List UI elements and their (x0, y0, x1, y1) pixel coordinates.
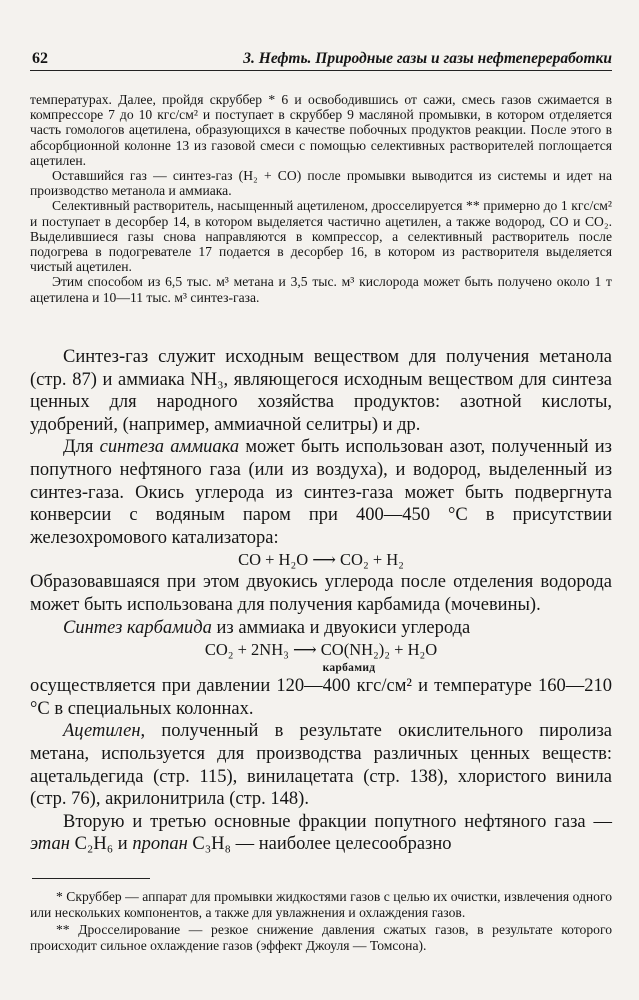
italic-term: Ацетилен (63, 721, 141, 742)
italic-term: этан (30, 834, 70, 855)
footnotes (30, 878, 612, 955)
running-header (30, 50, 612, 71)
paragraph (30, 436, 612, 549)
small-print-section (30, 92, 612, 305)
main-text (30, 346, 612, 856)
text-run: из аммиака и двуокиси углерода (211, 617, 471, 638)
paragraph (30, 720, 612, 810)
text-run: Для (63, 437, 100, 458)
italic-term: пропан (132, 834, 188, 855)
text-run: , полученный в результате окислительного пиролиза метана, используется для производства различных ценных веществ: ацетальдегида (стр. 115), винилацетата (стр. 138), хлористого винила (стр. 76), акрилонитрила (стр. 148). (30, 721, 612, 810)
equation-label: карбамид (322, 662, 376, 675)
text-run: C₃H₈ — наиболее целесообразно (187, 834, 452, 855)
text-run: Вторую и третью основные фракции попутного нефтяного газа — (63, 811, 612, 832)
equation-co-conversion: CO + H₂O ⟶ CO₂ + H₂ (238, 550, 404, 570)
chapter-title: 3. Нефть. Природные газы и газы нефтепереработки (243, 50, 612, 67)
paragraph: Оставшийся газ — синтез-газ (H₂ + CO) после промывки выводится из системы и идет на производство метанола и аммиака. (30, 168, 612, 199)
footnote: * Скруббер — аппарат для промывки жидкостями газов с целью их очистки, извлечения одного или нескольких компонентов, а также для увлажнения и охлаждения газов. (30, 889, 612, 920)
paragraph: Селективный растворитель, насыщенный ацетиленом, дросселируется ** примерно до 1 кгс/см² и поступает в десорбер 14, в котором выделяется частично ацетилен, а также водород, CO и CO₂. Выделившиеся газы снова направляются в компрессор, а селективный растворитель после подогрева в подогревателе 17 подается в десорбер 16, в котором из растворителя выделяется чистый ацетилен. (30, 198, 612, 275)
paragraph (30, 617, 612, 640)
paragraph: температурах. Далее, пройдя скруббер * 6 и освободившись от сажи, смесь газов сжимается в компрессоре 7 до 10 кгс/см² и поступает в скруббер 9 масляной промывки, в котором отделяется часть гомологов ацетилена, образующихся в качестве побочных продуктов реакции. После этого в абсорбционной колонне 13 из газовой смеси с помощью селективных растворителей поглощается ацетилен. (30, 92, 612, 168)
italic-term: синтеза аммиака (99, 437, 240, 458)
paragraph: Синтез-газ служит исходным веществом для получения метанола (стр. 87) и аммиака NH₃, являющегося исходным веществом для синтеза ценных для народного хозяйства продуктов: азотной кислоты, удобрений, (например, аммиачной селитры) и др. (30, 347, 612, 435)
italic-term: Синтез карбамида (63, 617, 212, 638)
text-run: может быть использован азот, полученный из попутного нефтяного газа (или из воздуха), и водород, выделенный из синтез-газа. Окись углерода из синтез-газа может быть подвергнута конверсии с водяным паром при 400—450 °C в присутствии железохромового катализатора: (30, 437, 612, 548)
paragraph (30, 811, 612, 856)
page-number: 62 (32, 50, 48, 67)
equation-carbamide: CO₂ + 2NH₃ ⟶ CO(NH₂)₂ + H₂O (204, 640, 438, 660)
text-run: C₂H₆ и (69, 834, 133, 855)
paragraph: Образовавшаяся при этом двуокись углерода после отделения водорода может быть использована для получения карбамида (мочевины). (30, 572, 612, 615)
paragraph: осуществляется при давлении 120—400 кгс/см² и температуре 160—210 °C в специальных колоннах. (30, 676, 612, 719)
paragraph: Этим способом из 6,5 тыс. м³ метана и 3,5 тыс. м³ кислорода может быть получено около 1 т ацетилена и 10—11 тыс. м³ синтез-газа. (30, 274, 612, 305)
footnote: ** Дросселирование — резкое снижение давления сжатых газов, в результате которого происходит сильное охлаждение газов (эффект Джоуля — Томсона). (30, 922, 612, 953)
footnote-divider (32, 878, 150, 879)
